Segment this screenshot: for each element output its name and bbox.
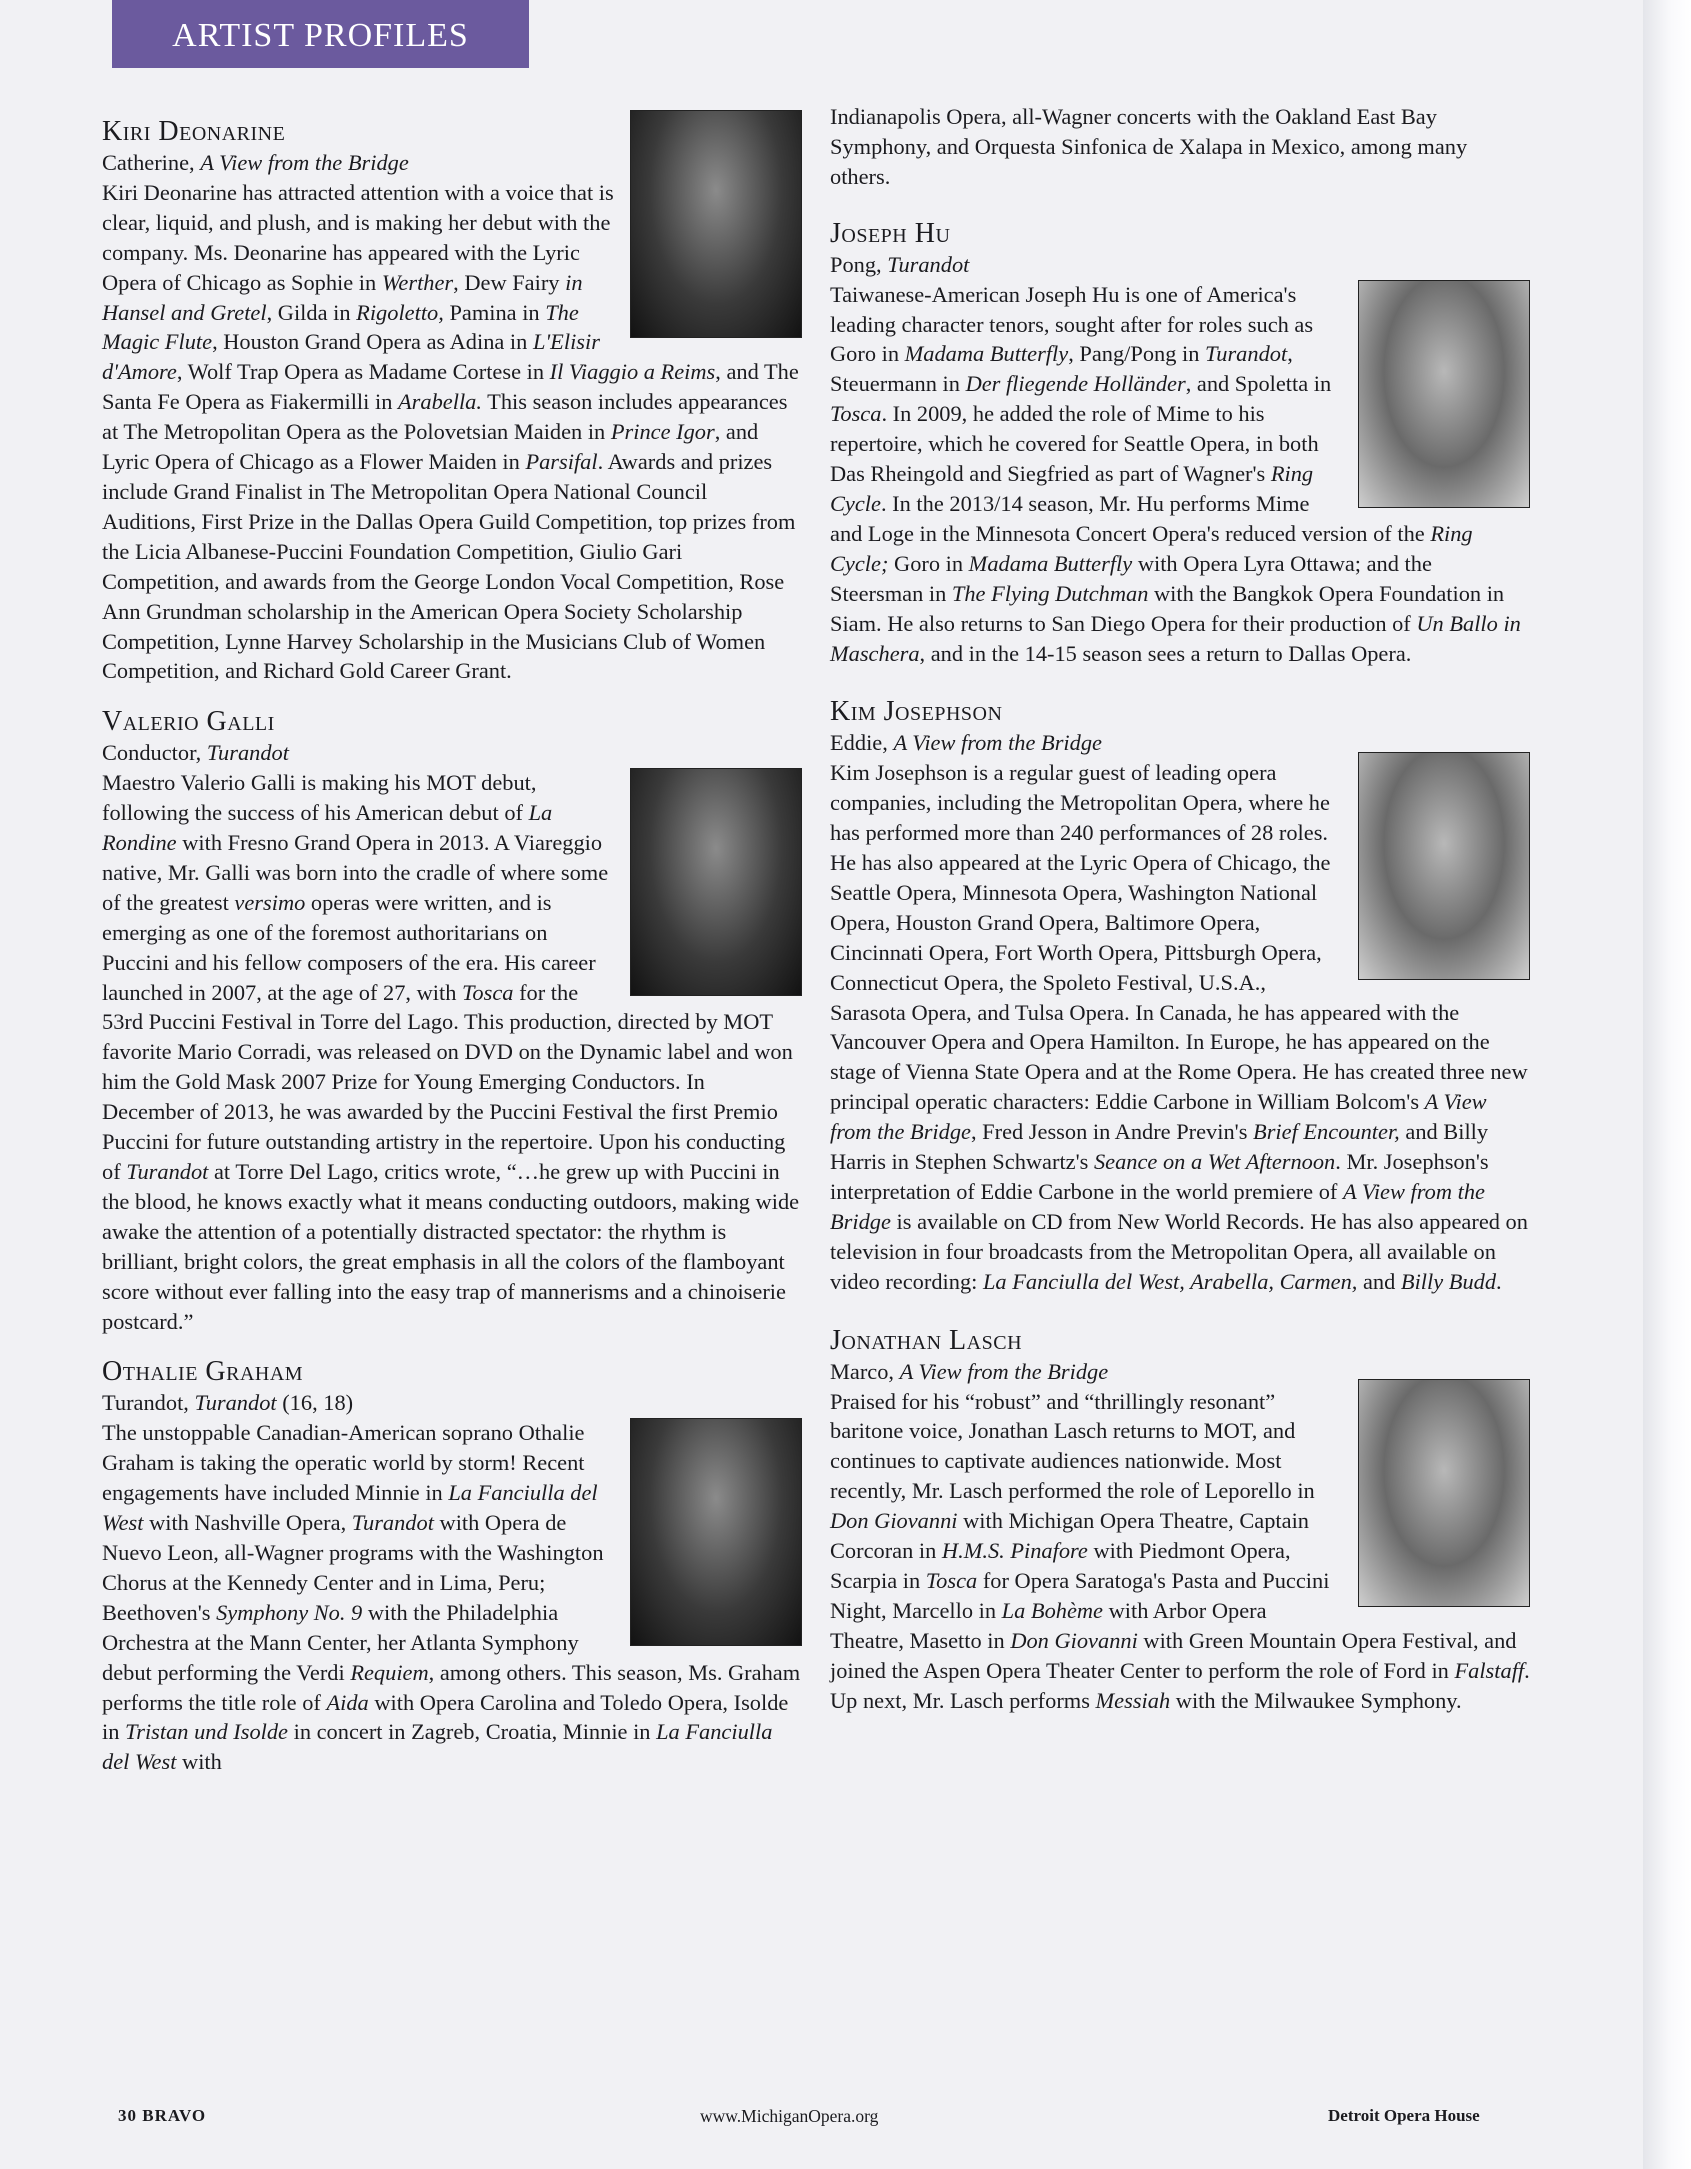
profile-joseph-hu [830,218,1530,669]
portrait-photo [1358,280,1530,508]
artist-bio: Taiwanese-American Joseph Hu is one of America's leading character tenors, sought after for roles such as Goro in Madama Butterfly, Pang/Pong in Turandot, Steuermann in Der fliegende Holländer, and Spoletta in Tosca. In 2009, he added the role of Mime to his repertoire, which he covered for Seattle Opera, in both Das Rheingold and Siegfried as part of Wagner's Ring Cycle. In the 2013/14 season, Mr. Hu performs Mime and Loge in the Minnesota Concert Opera's reduced version of the Ring Cycle; Goro in Madama Butterfly with Opera Lyra Ottawa; and the Steersman in The Flying Dutchman with the Bangkok Opera Foundation in Siam. He also returns to San Diego Opera for their production of Un Ballo in Maschera, and in the 14-15 season sees a return to Dallas Opera. [830,281,1521,666]
artist-bio: Kiri Deonarine has attracted attention with a voice that is clear, liquid, and plush, and is making her debut with the company. Ms. Deonarine has appeared with the Lyric Opera of Chicago as Sophie in Werther, Dew Fairy in Hansel and Gretel, Gilda in Rigoletto, Pamina in The Magic Flute, Houston Grand Opera as Adina in L'Elisir d'Amore, Wolf Trap Opera as Madame Cortese in Il Viaggio a Reims, and The Santa Fe Opera as Fiakermilli in Arabella. This season includes appearances at The Metropolitan Opera as the Polovetsian Maiden in Prince Igor, and Lyric Opera of Chicago as a Flower Maiden in Parsifal. Awards and prizes include Grand Finalist in The Metropolitan Opera National Council Auditions, First Prize in the Dallas Opera Guild Competition, top prizes from the Licia Albanese-Puccini Foundation Competition, Giulio Gari Competition, and awards from the George London Vocal Competition, Rose Ann Grundman scholarship in the American Opera Society Scholarship Competition, Lynne Harvey Scholarship in the Musicians Club of Women Competition, and Richard Gold Career Grant. [102,179,799,684]
artist-name: Valerio Galli [102,706,275,738]
artist-name: Jonathan Lasch [830,1324,1023,1356]
artist-role: Pong, Turandot [830,251,970,277]
artist-name: Othalie Graham [102,1356,304,1388]
portrait-photo [630,768,802,996]
website-url: www.MichiganOpera.org [700,2106,879,2126]
page-edge [1643,0,1691,2169]
artist-bio: The unstoppable Canadian-American soprano Othalie Graham is taking the operatic world by storm! Recent engagements have included Minnie in La Fanciulla del West with Nashville Opera, Turandot with Opera de Nuevo Leon, all-Wagner programs with the Washington Chorus at the Kennedy Center and in Lima, Peru; Beethoven's Symphony No. 9 with the Philadelphia Orchestra at the Mann Center, her Atlanta Symphony debut performing the Verdi Requiem, among others. This season, Ms. Graham performs the title role of Aida with Opera Carolina and Toledo Opera, Isolde in Tristan und Isolde in concert in Zagreb, Croatia, Minnie in La Fanciulla del West with [102,1420,801,1775]
artist-name: Kim Josephson [830,696,1003,728]
right-column [830,102,1530,1736]
artist-name: Kiri Deonarine [102,116,286,147]
venue-name: Detroit Opera House [1328,2106,1480,2125]
artist-role: Eddie, A View from the Bridge [830,730,1102,756]
continued-bio-text: Indianapolis Opera, all-Wagner concerts with the Oakland East Bay Symphony, and Orquesta Sinfonica de Xalapa in Mexico, among many others. [830,104,1468,189]
artist-role: Marco, A View from the Bridge [830,1358,1109,1384]
profile-kim-josephson [830,696,1530,1296]
profile-jonathan-lasch [830,1325,1530,1716]
page-number-folio: 30 BRAVO [118,2106,207,2125]
profile-valerio-galli [102,706,802,1336]
section-banner: ARTIST PROFILES [112,0,529,68]
portrait-photo [1358,752,1530,980]
artist-bio: Kim Josephson is a regular guest of leading opera companies, including the Metropolitan Opera, where he has performed more than 240 performances of 28 roles. He has also appeared at the Lyric Opera of Chicago, the Seattle Opera, Minnesota Opera, Washington National Opera, Houston Grand Opera, Baltimore Opera, Cincinnati Opera, Fort Worth Opera, Pittsburgh Opera, Connecticut Opera, the Spoleto Festival, U.S.A., Sarasota Opera, and Tulsa Opera. In Canada, he has appeared with the Vancouver Opera and Opera Hamilton. In Europe, he has appeared on the stage of Vienna State Opera and at the Rome Opera. He has created three new principal operatic characters: Eddie Carbone in William Bolcom's A View from the Bridge, Fred Jesson in Andre Previn's Brief Encounter, and Billy Harris in Stephen Schwartz's Seance on a Wet Afternoon. Mr. Josephson's interpretation of Eddie Carbone in the world premiere of A View from the Bridge is available on CD from New World Records. He has also appeared on television in four broadcasts from the Metropolitan Opera, all available on video recording: La Fanciulla del West, Arabella, Carmen, and Billy Budd. [830,760,1528,1294]
left-column [102,116,802,1797]
portrait-photo [1358,1379,1530,1607]
artist-role: Turandot, Turandot (16, 18) [102,1390,354,1416]
profile-othalie-graham [102,1356,802,1777]
portrait-photo [630,1418,802,1646]
artist-bio: Maestro Valerio Galli is making his MOT debut, following the success of his American debut of La Rondine with Fresno Grand Opera in 2013. A Viareggio native, Mr. Galli was born into the cradle of where some of the greatest versimo operas were written, and is emerging as one of the foremost authoritarians on Puccini and his fellow composers of the era. His career launched in 2007, at the age of 27, with Tosca for the 53rd Puccini Festival in Torre del Lago. This production, directed by MOT favorite Mario Corradi, was released on DVD on the Dynamic label and won him the Gold Mask 2007 Prize for Young Emerging Conductors. In December of 2013, he was awarded by the Puccini Festival the first Premio Puccini for future outstanding artistry in the repertoire. Upon his conducting of Turandot at Torre Del Lago, critics wrote, “…he grew up with Puccini in the blood, he knows exactly what it means conducting outdoors, making wide awake the attention of a potentially distracted spectator: the rhythm is brilliant, bright colors, the great emphasis in all the colors of the flamboyant score without ever falling into the easy trap of mannerisms and a chinoiserie postcard.” [102,770,800,1334]
portrait-photo [630,110,802,338]
artist-role: Catherine, A View from the Bridge [102,150,409,175]
profile-kiri-deonarine [102,116,802,686]
artist-bio: Praised for his “robust” and “thrillingly resonant” baritone voice, Jonathan Lasch returns to MOT, and continues to captivate audiences nationwide. Most recently, Mr. Lasch performed the role of Leporello in Don Giovanni with Michigan Opera Theatre, Captain Corcoran in H.M.S. Pinafore with Piedmont Opera, Scarpia in Tosca for Opera Saratoga's Pasta and Puccini Night, Marcello in La Bohème with Arbor Opera Theatre, Masetto in Don Giovanni with Green Mountain Opera Festival, and joined the Aspen Opera Theater Center to perform the role of Ford in Falstaff. Up next, Mr. Lasch performs Messiah with the Milwaukee Symphony. [830,1388,1530,1713]
artist-role: Conductor, Turandot [102,740,289,766]
artist-name: Joseph Hu [830,217,951,249]
